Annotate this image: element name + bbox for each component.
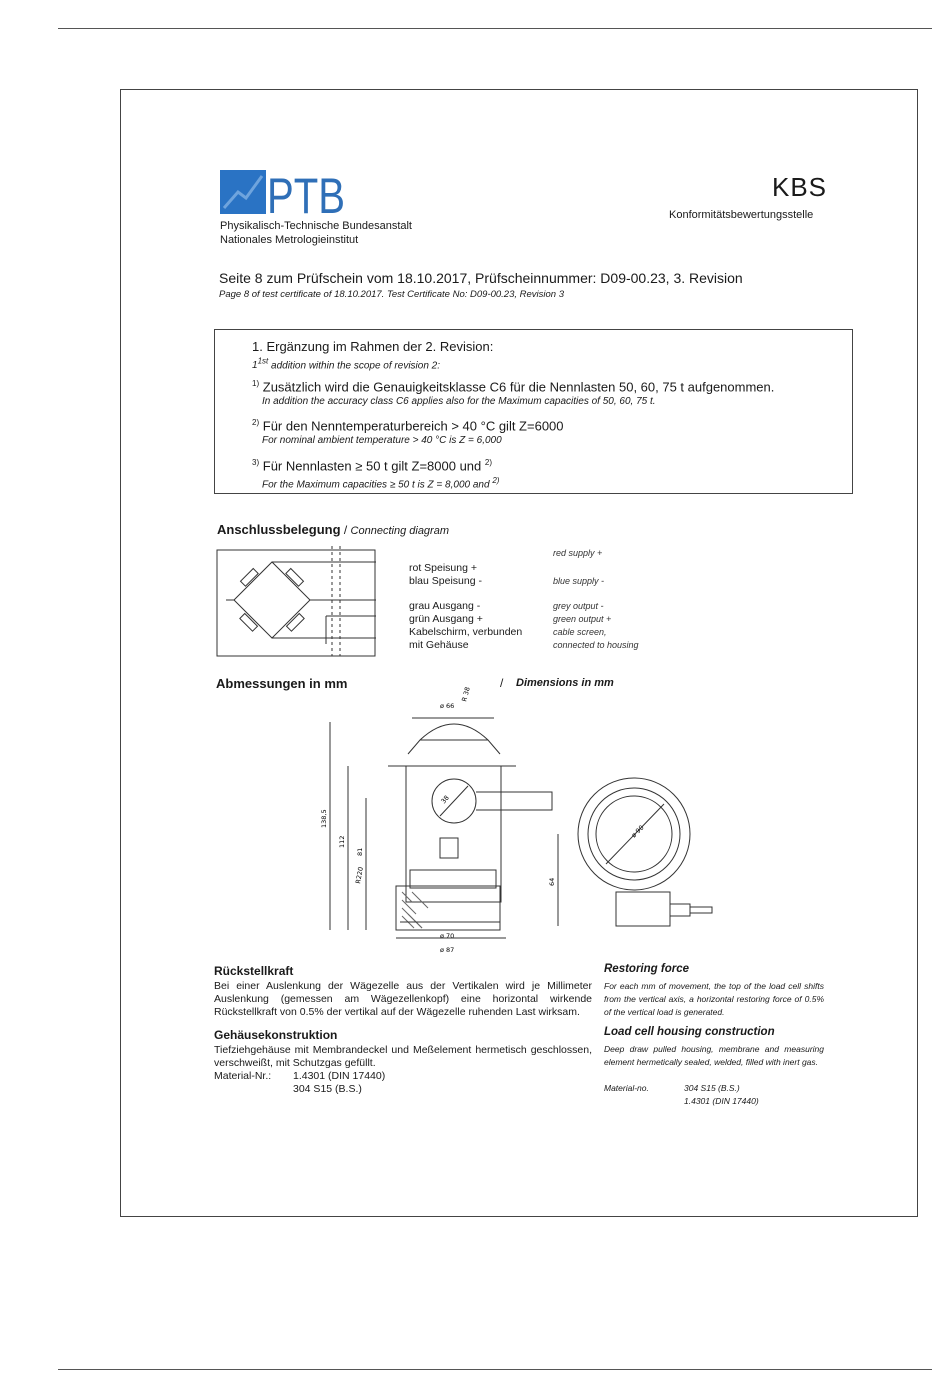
note-1-en: In addition the accuracy class C6 applies also for the Maximum capacities of 50, 60, 75 t. — [262, 396, 656, 407]
wire-screen-en: cable screen, — [553, 627, 607, 637]
material-2-de: 304 S15 (B.S.) — [293, 1083, 362, 1095]
ptb-logo — [220, 168, 346, 224]
box-heading-en-sup: 1st — [257, 357, 269, 366]
top-rule — [58, 28, 932, 29]
wire-red-en: red supply + — [553, 548, 603, 558]
dim-d87: ø 87 — [440, 946, 455, 954]
logo-text: PTB — [267, 168, 345, 224]
note-3-en — [262, 476, 499, 490]
dim-d90: ø 90 — [629, 823, 646, 840]
note-1-text: Zusätzlich wird die Genauigkeitsklasse C6 für die Nennlasten 50, 60, 75 t aufgenommen. — [262, 379, 775, 395]
note-3-text: Für Nennlasten ≥ 50 t gilt Z=8000 und — [262, 458, 482, 474]
bottom-rule — [58, 1369, 932, 1370]
restoring-text-en: For each mm of movement, the top of the load cell shifts from the vertical axis, a horizontal restoring force of 0.5% of the vertical load is generated. — [604, 981, 824, 1017]
note-1-mark: 1) — [252, 379, 260, 388]
dim-d38: 38 — [439, 793, 451, 806]
wire-housing-en: connected to housing — [553, 640, 639, 650]
housing-heading-de: Gehäusekonstruktion — [214, 1028, 338, 1042]
restoring-heading-en: Restoring force — [604, 963, 689, 975]
wire-housing: mit Gehäuse — [409, 639, 469, 651]
note-3-sup: 2) — [484, 458, 493, 467]
wire-green-en: green output + — [553, 614, 612, 624]
dimensions-heading-en: Dimensions in mm — [516, 677, 614, 689]
restoring-text-de: Bei einer Auslenkung der Wägezelle aus der Vertikalen wird je Millimeter Auslenkung (gemessen am Wägezellenkopf) eine horizontal wirkende Rückstellkraft von 0.5% der vertikal auf der Wägezelle ruhenden Last wirksam. — [214, 980, 592, 1018]
dim-r38: R 38 — [460, 686, 472, 703]
box-heading-en-prefix: $1^{1st}$ — [252, 357, 269, 372]
note-1 — [252, 379, 774, 394]
wire-blue: blau Speisung - — [409, 575, 482, 587]
wire-green: grün Ausgang + — [409, 613, 483, 625]
wire-grey-en: grey output - — [553, 601, 604, 611]
box-heading-en-text: addition within the scope of revision 2: — [268, 360, 441, 372]
material-label-en: Material-no. — [604, 1083, 649, 1093]
dim-h64: 64 — [548, 877, 556, 886]
note-3-en-sup: 2) — [492, 476, 500, 485]
dim-h81: 81 — [356, 847, 364, 856]
restoring-heading-de: Rückstellkraft — [214, 964, 294, 978]
material-label-de: Material-Nr.: — [214, 1070, 272, 1082]
connecting-heading — [217, 521, 449, 539]
note-2-mark: 2) — [252, 418, 260, 427]
wire-blue-en: blue supply - — [553, 576, 605, 586]
dim-r220: R220 — [354, 866, 365, 885]
material-2-en: 1.4301 (DIN 17440) — [684, 1096, 759, 1106]
org-name — [220, 219, 412, 247]
kbs-label: KBS — [772, 172, 828, 202]
note-3 — [252, 458, 492, 473]
dim-h112: 112 — [338, 835, 346, 848]
material-1-en: 304 S15 (B.S.) — [684, 1083, 740, 1093]
org-line-2: Nationales Metrologieinstitut — [220, 234, 359, 246]
page-title-en: Page 8 of test certificate of 18.10.2017. Test Certificate No: D09-00.23, Revision 3 — [219, 289, 565, 300]
box-heading: 1. Ergänzung im Rahmen der 2. Revision: — [252, 339, 494, 354]
housing-text-en: Deep draw pulled housing, membrane and measuring element hermetically sealed, welded, filled with inert gas. — [604, 1044, 824, 1067]
org-line-1: Physikalisch-Technische Bundesanstalt — [220, 220, 412, 232]
load-cell-drawing — [316, 688, 726, 958]
dim-d66: ø 66 — [440, 702, 455, 710]
connecting-heading-en: Connecting diagram — [350, 525, 449, 537]
dimensions-heading-sep: / — [500, 676, 504, 690]
box-heading-en — [252, 357, 440, 371]
note-2 — [252, 418, 564, 433]
connecting-heading-de: Anschlussbelegung — [217, 522, 341, 537]
dim-d70: ø 70 — [440, 932, 455, 940]
wire-red: rot Speisung + — [409, 562, 478, 574]
connecting-heading-sep: / — [340, 523, 351, 537]
note-2-en: For nominal ambient temperature > 40 °C is Z = 6,000 — [262, 435, 502, 446]
wire-screen: Kabelschirm, verbunden — [409, 626, 523, 638]
housing-text-de: Tiefziehgehäuse mit Membrandeckel und Meßelement hermetisch geschlossen, verschweißt, mit Schutzgas gefüllt. — [214, 1044, 592, 1069]
note-3-mark: 3) — [252, 458, 260, 467]
kbs-subtitle: Konformitätsbewertungsstelle — [669, 209, 814, 221]
dim-h1385: 138,5 — [320, 809, 328, 828]
note-2-text: Für den Nenntemperaturbereich > 40 °C gilt Z=6000 — [262, 418, 564, 434]
wire-grey: grau Ausgang - — [409, 600, 481, 612]
wire-list-en — [553, 547, 639, 652]
dimensions-heading-de: Abmessungen in mm — [216, 676, 348, 691]
bridge-diagram — [216, 544, 386, 658]
housing-heading-en: Load cell housing construction — [604, 1026, 775, 1038]
wire-list-de — [409, 562, 522, 652]
note-3-en-text: For the Maximum capacities ≥ 50 t is Z = 8,000 and — [262, 479, 490, 491]
page-title: Seite 8 zum Prüfschein vom 18.10.2017, Prüfscheinnummer: D09-00.23, 3. Revision — [219, 270, 743, 286]
material-1-de: 1.4301 (DIN 17440) — [293, 1070, 386, 1082]
